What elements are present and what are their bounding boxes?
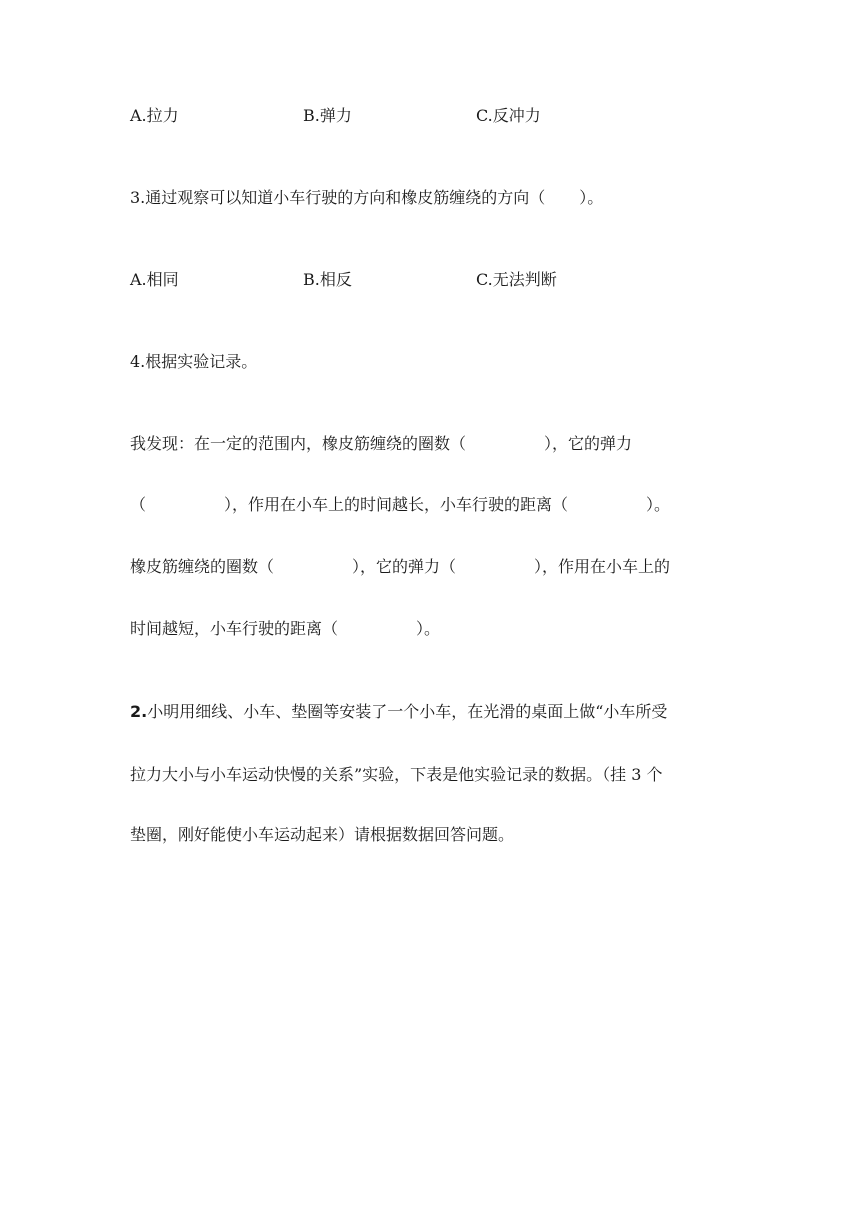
text-segment: ），作用在小车上的 (534, 557, 671, 576)
question-4-title: 4.根据实验记录。 (130, 352, 258, 371)
option-b-opposite: B.相反 (303, 270, 352, 289)
option-c-recoil-force: C.反冲力 (476, 106, 541, 125)
text-segment: 我发现：在一定的范围内，橡皮筋缠绕的圈数（ (130, 434, 467, 453)
problem-2-number: 2. (130, 702, 148, 721)
question-3-stem: 3.通过观察可以知道小车行驶的方向和橡皮筋缠绕的方向（ (130, 188, 546, 207)
text-segment: （ (130, 495, 147, 514)
problem-2-line-2: 拉力大小与小车运动快慢的关系”实验，下表是他实验记录的数据。（挂 3 个 (130, 765, 663, 784)
problem-2-line-3: 垫圈，刚好能使小车运动起来）请根据数据回答问题。 (130, 825, 515, 844)
text-segment: ），它的弹力（ (352, 557, 457, 576)
text-segment: ）。 (646, 495, 671, 514)
text-segment: 时间越短，小车行驶的距离（ (130, 619, 339, 638)
text-segment: ），它的弹力 (544, 434, 633, 453)
question-4-line-4 (130, 619, 440, 639)
question-4-line-3 (130, 557, 670, 577)
question-4-line-1 (130, 434, 632, 454)
option-a-pull-force: A.拉力 (130, 106, 179, 125)
problem-2-text: 小明用细线、小车、垫圈等安装了一个小车，在光滑的桌面上做“小车所受 (147, 702, 668, 721)
text-segment: 橡皮筋缠绕的圈数（ (130, 557, 275, 576)
option-c-cannot-judge: C.无法判断 (476, 270, 557, 289)
problem-2-line-1 (130, 702, 667, 722)
text-segment: ），作用在小车上的时间越长，小车行驶的距离（ (224, 495, 569, 514)
question-4-line-2 (130, 495, 670, 515)
option-a-same: A.相同 (130, 270, 179, 289)
question-3-text (130, 188, 603, 208)
question-3-stem-end: ）。 (579, 188, 604, 207)
option-b-elastic-force: B.弹力 (303, 106, 352, 125)
text-segment: ）。 (416, 619, 441, 638)
